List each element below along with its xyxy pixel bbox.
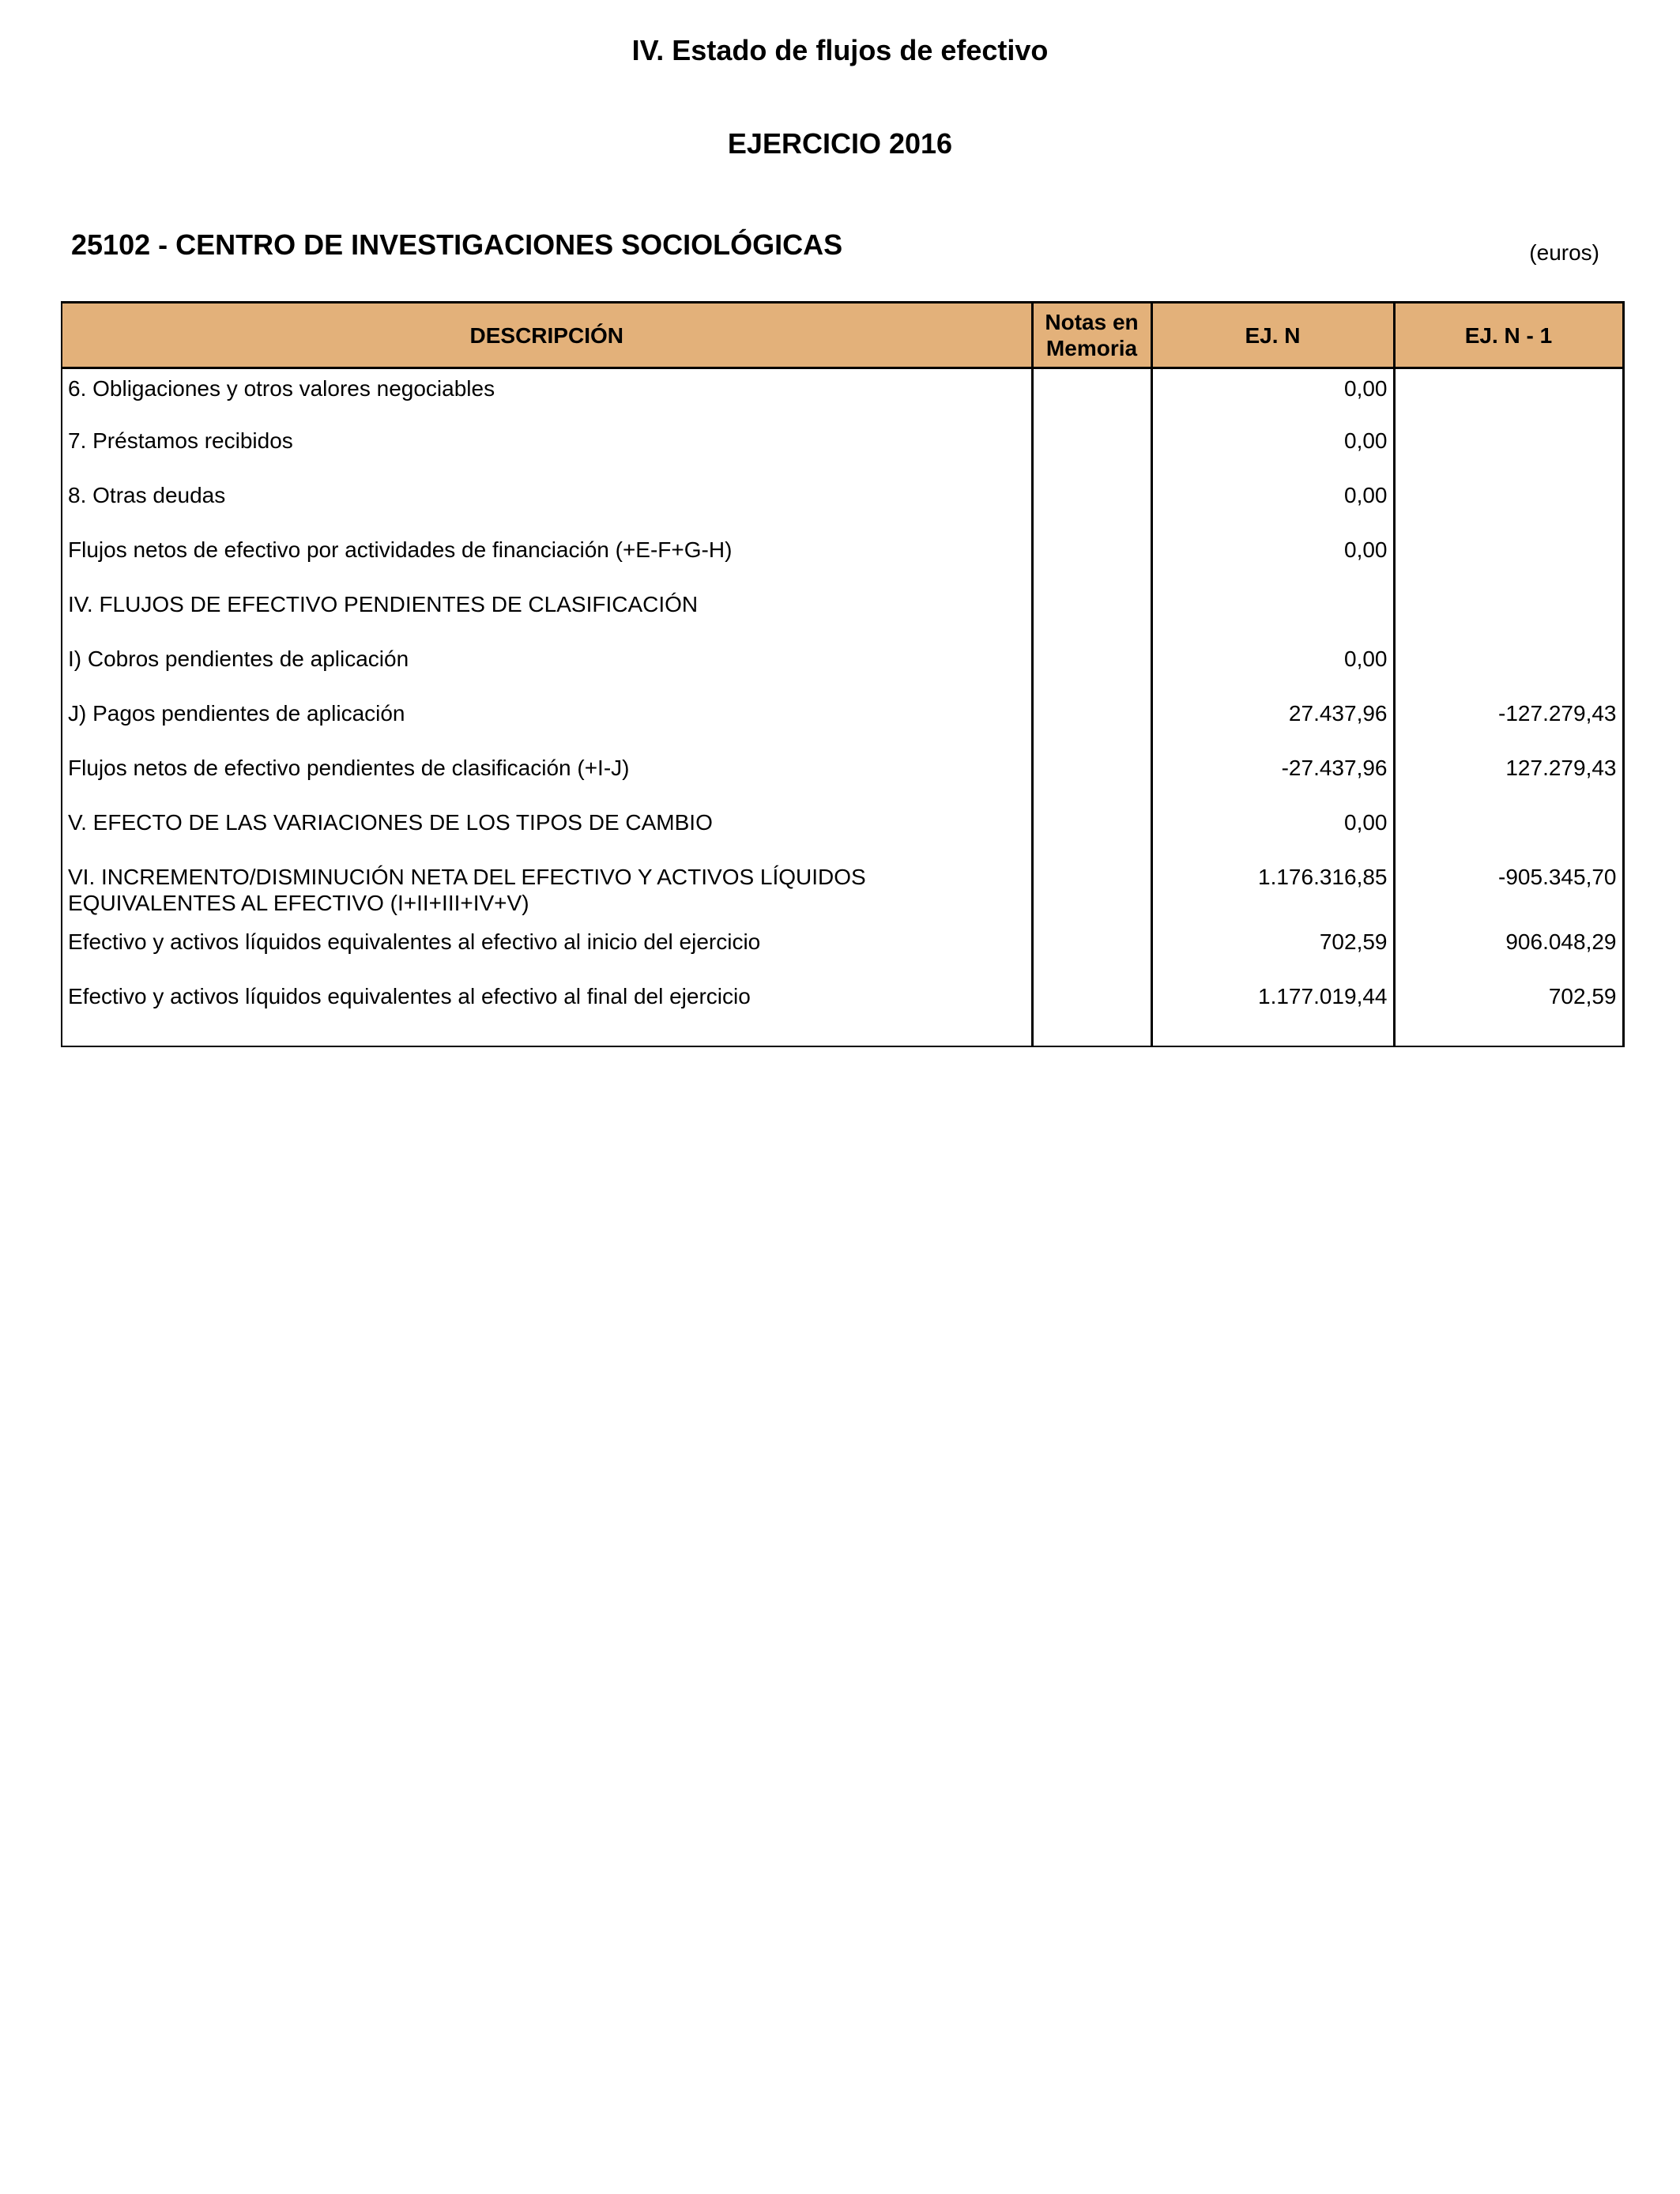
table-row: [62, 696, 1623, 750]
table-row: [62, 423, 1623, 477]
column-header-notes: [1032, 303, 1151, 368]
column-header-notes-line2: Memoria: [1045, 336, 1138, 360]
row-previous-value: [1394, 423, 1623, 477]
row-description-line1: VI. INCREMENTO/DISMINUCIÓN NETA DEL EFECTIVO Y ACTIVOS LÍQUIDOS: [68, 864, 866, 889]
row-current-value: 1.176.316,85: [1151, 859, 1394, 924]
row-description: I) Cobros pendientes de aplicación: [62, 641, 1032, 696]
row-current-value: [1151, 586, 1394, 641]
row-description: 7. Préstamos recibidos: [62, 423, 1032, 477]
row-description: J) Pagos pendientes de aplicación: [62, 696, 1032, 750]
row-current-value: 702,59: [1151, 924, 1394, 978]
table-row: [62, 859, 1623, 924]
table-row: [62, 750, 1623, 805]
table-row: [62, 368, 1623, 423]
row-previous-value: [1394, 532, 1623, 586]
row-notes: [1032, 978, 1151, 1046]
row-notes: [1032, 532, 1151, 586]
row-previous-value: -127.279,43: [1394, 696, 1623, 750]
row-description: V. EFECTO DE LAS VARIACIONES DE LOS TIPOS DE CAMBIO: [62, 805, 1032, 859]
row-previous-value: [1394, 805, 1623, 859]
row-description-line2: EQUIVALENTES AL EFECTIVO (I+II+III+IV+V): [68, 890, 529, 915]
row-previous-value: 906.048,29: [1394, 924, 1623, 978]
row-notes: [1032, 805, 1151, 859]
fiscal-year-heading: EJERCICIO 2016: [727, 127, 953, 160]
row-current-value: -27.437,96: [1151, 750, 1394, 805]
row-current-value: 0,00: [1151, 805, 1394, 859]
row-current-value: 27.437,96: [1151, 696, 1394, 750]
row-previous-value: [1394, 477, 1623, 532]
row-description: Efectivo y activos líquidos equivalentes al efectivo al inicio del ejercicio: [62, 924, 1032, 978]
row-previous-value: 127.279,43: [1394, 750, 1623, 805]
table-row: [62, 641, 1623, 696]
row-previous-value: [1394, 641, 1623, 696]
column-header-description: DESCRIPCIÓN: [62, 303, 1032, 368]
row-notes: [1032, 750, 1151, 805]
table-row: [62, 532, 1623, 586]
row-description: Efectivo y activos líquidos equivalentes al efectivo al final del ejercicio: [62, 978, 1032, 1046]
row-description: [62, 859, 1032, 924]
row-previous-value: -905.345,70: [1394, 859, 1623, 924]
row-current-value: 0,00: [1151, 641, 1394, 696]
row-description: IV. FLUJOS DE EFECTIVO PENDIENTES DE CLASIFICACIÓN: [62, 586, 1032, 641]
currency-units: (euros): [1529, 240, 1599, 265]
row-notes: [1032, 586, 1151, 641]
row-description: 6. Obligaciones y otros valores negociables: [62, 368, 1032, 423]
row-description: 8. Otras deudas: [62, 477, 1032, 532]
column-header-notes-line1: Notas en: [1045, 310, 1139, 334]
table-row: [62, 805, 1623, 859]
row-notes: [1032, 477, 1151, 532]
row-current-value: 0,00: [1151, 423, 1394, 477]
row-previous-value: [1394, 368, 1623, 423]
table-row: [62, 924, 1623, 978]
row-previous-value: 702,59: [1394, 978, 1623, 1046]
row-notes: [1032, 859, 1151, 924]
row-notes: [1032, 641, 1151, 696]
row-current-value: 0,00: [1151, 368, 1394, 423]
row-description: Flujos netos de efectivo pendientes de clasificación (+I-J): [62, 750, 1032, 805]
table-row: [62, 978, 1623, 1046]
table-row: [62, 586, 1623, 641]
cash-flow-table: [61, 301, 1625, 1047]
row-notes: [1032, 368, 1151, 423]
row-current-value: 0,00: [1151, 532, 1394, 586]
row-notes: [1032, 696, 1151, 750]
row-previous-value: [1394, 586, 1623, 641]
row-current-value: 0,00: [1151, 477, 1394, 532]
table-header-row: [62, 303, 1623, 368]
row-notes: [1032, 924, 1151, 978]
table-row: [62, 477, 1623, 532]
row-description: Flujos netos de efectivo por actividades de financiación (+E-F+G-H): [62, 532, 1032, 586]
row-notes: [1032, 423, 1151, 477]
column-header-previous-year: EJ. N - 1: [1394, 303, 1623, 368]
column-header-current-year: EJ. N: [1151, 303, 1394, 368]
row-current-value: 1.177.019,44: [1151, 978, 1394, 1046]
report-title: IV. Estado de flujos de efectivo: [631, 34, 1049, 66]
entity-name: 25102 - CENTRO DE INVESTIGACIONES SOCIOLÓGICAS: [71, 228, 843, 261]
